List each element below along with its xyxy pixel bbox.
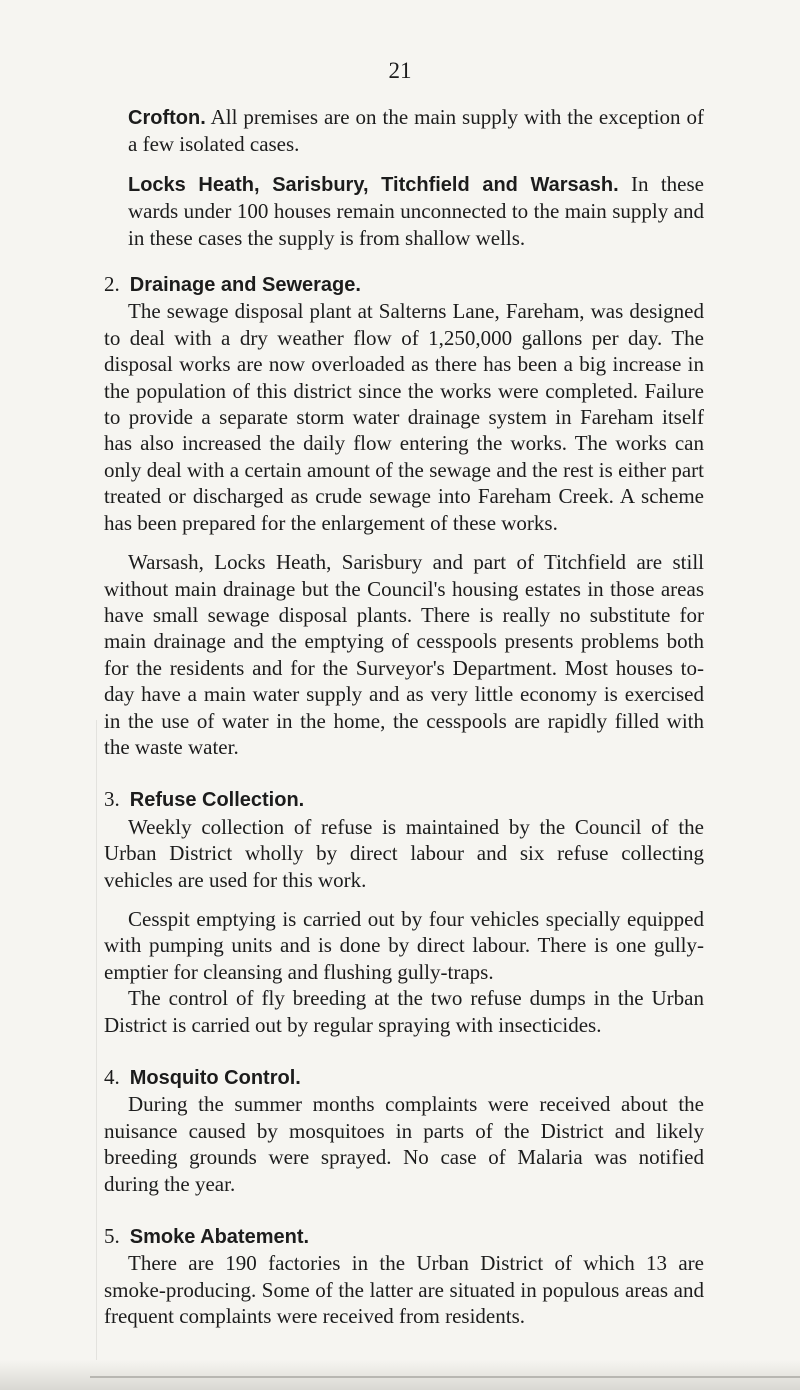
paragraph: The control of fly breeding at the two refuse dumps in the Urban District is carried out by regular spraying with insecticides.	[104, 986, 704, 1037]
paragraph: During the summer months complaints were received about the nuisance caused by mosquitoes in parts of the District and likely breeding grounds were sprayed. No case of Malaria was notified during the year.	[104, 1092, 704, 1196]
paragraph: The sewage disposal plant at Salterns Lane, Fareham, was designed to deal with a dry weather flow of 1,250,000 gallons per day. The disposal works are now overloaded as there has been a big increase in the population of this district since the works were completed. Failure to provide a separate storm water drainage system in Fareham itself has also increased the daily flow entering the works. The works can only deal with a certain amount of the sewage and the rest is either part treated or discharged as crude sewage into Fareham Creek. A scheme has been prepared for the enlargement of these works.	[104, 299, 704, 535]
section-title: Mosquito Control.	[129, 1067, 301, 1089]
section-number: 2.	[104, 272, 120, 297]
section-number: 3.	[104, 787, 120, 812]
section-refuse-collection	[104, 786, 704, 1038]
section-heading	[104, 1064, 704, 1091]
section-heading	[104, 1223, 704, 1250]
section-number: 5.	[104, 1224, 120, 1249]
section-number: 4.	[104, 1065, 120, 1089]
ward-name: Crofton.	[128, 107, 206, 129]
section-title: Refuse Collection.	[129, 789, 305, 812]
ward-entry-locks-heath	[104, 171, 704, 251]
ward-entry-crofton	[104, 104, 704, 158]
section-mosquito-control	[104, 1064, 704, 1197]
section-heading	[104, 271, 704, 298]
paragraph: There are 190 factories in the Urban District of which 13 are smoke-producing. Some of the latter are situated in populous areas and frequent complaints were received from residents.	[104, 1251, 704, 1329]
ward-text: In these wards under 100 houses remain unconnected to the main supply and in these cases the supply is from shallow wells.	[128, 171, 704, 250]
document-body	[104, 104, 704, 1330]
page-bottom-edge	[0, 1360, 800, 1390]
section-smoke-abatement	[104, 1223, 704, 1330]
page-edge-line	[90, 1376, 800, 1378]
section-drainage	[104, 271, 704, 760]
paragraph: Weekly collection of refuse is maintained by the Council of the Urban District wholly by direct labour and six refuse collecting vehicles are used for this work.	[104, 814, 704, 892]
ward-text: All premises are on the main supply with the exception of a few isolated cases.	[128, 105, 704, 157]
section-title: Smoke Abatement.	[129, 1226, 310, 1249]
paragraph: Warsash, Locks Heath, Sarisbury and part of Titchfield are still without main drainage but the Council's housing estates in those areas have small sewage disposal plants. There is really no substitute for main drainage and the emptying of cesspools presents problems both for the residents and for the Surveyor's Department. Most houses to-day have a main water supply and as very little economy is exercised in the use of water in the home, the cesspools are rapidly filled with the waste water.	[104, 550, 704, 759]
paragraph: Cesspit emptying is carried out by four vehicles specially equipped with pumping units and is done by direct labour. There is one gully-emptier for cleansing and flushing gully-traps.	[104, 906, 704, 984]
ward-name: Locks Heath, Sarisbury, Titchfield and Warsash.	[128, 173, 619, 196]
section-title: Drainage and Sewerage.	[129, 274, 361, 297]
section-heading	[104, 786, 704, 813]
page-fold-line	[96, 720, 97, 1380]
page-number: 21	[388, 58, 412, 83]
